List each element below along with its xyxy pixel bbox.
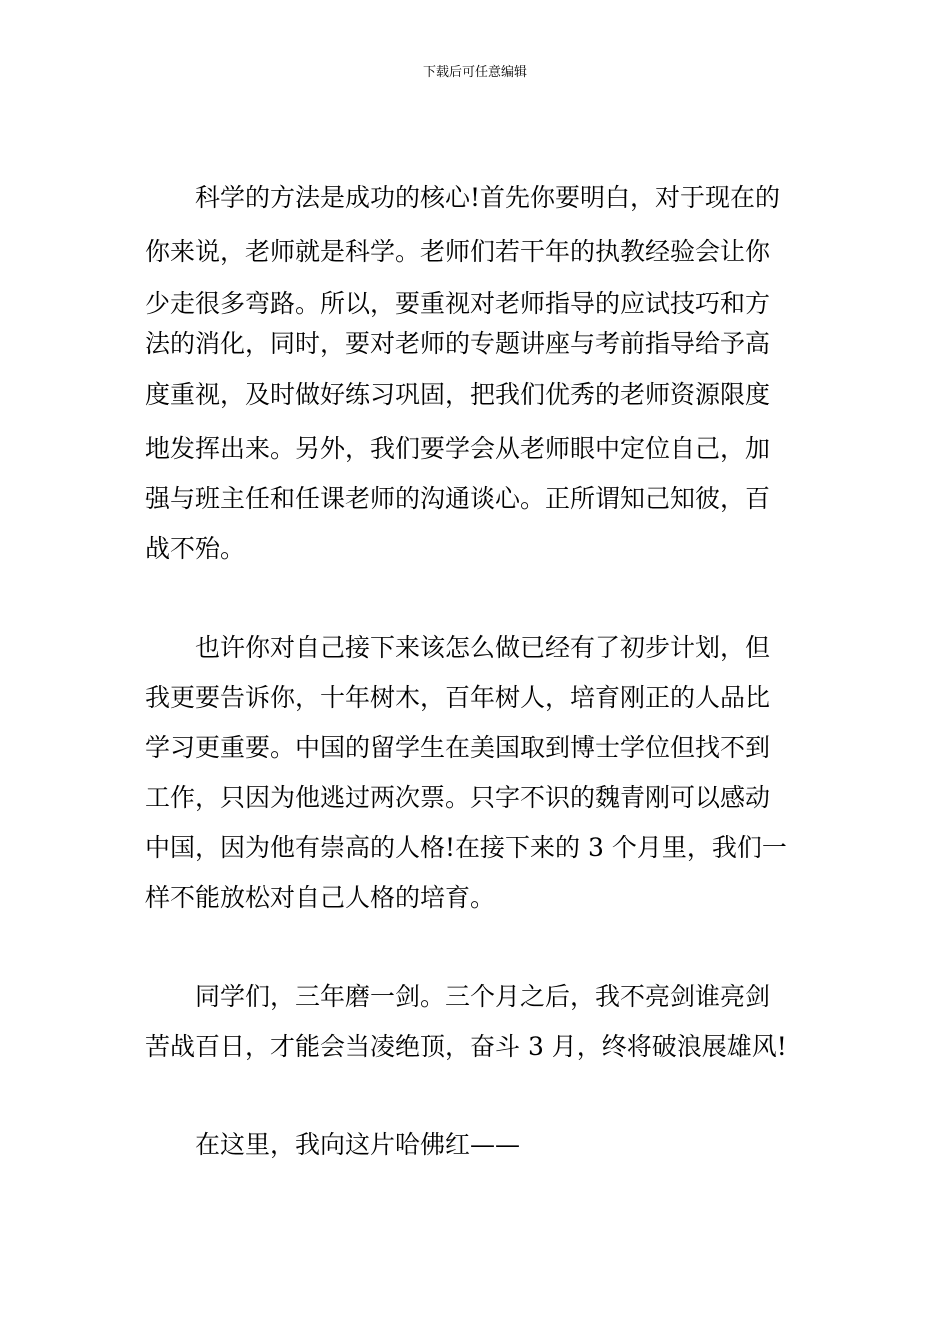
paragraph-line: 少走很多弯路。所以，要重视对老师指导的应试技巧和方 xyxy=(145,289,771,318)
paragraph-line: 地发挥出来。另外，我们要学会从老师眼中定位自己，加 xyxy=(145,434,771,463)
paragraph-line: 同学们，三年磨一剑。三个月之后，我不亮剑谁亮剑 xyxy=(195,982,771,1011)
paragraph-line: 苦战百日，才能会当凌绝顶，奋斗 3 月，终将破浪展雄风! xyxy=(145,1032,787,1061)
paragraph-line: 科学的方法是成功的核心!首先你要明白，对于现在的 xyxy=(195,183,781,212)
paragraph-line: 学习更重要。中国的留学生在美国取到博士学位但找不到 xyxy=(145,733,771,762)
paragraph-line: 工作，只因为他逃过两次票。只字不识的魏青刚可以感动 xyxy=(145,783,771,812)
paragraph-line: 战不殆。 xyxy=(145,534,246,563)
paragraph-line: 中国，因为他有崇高的人格!在接下来的 3 个月里，我们一 xyxy=(145,833,787,862)
paragraph-line: 你来说，老师就是科学。老师们若干年的执教经验会让你 xyxy=(145,237,771,266)
paragraph-line: 在这里，我向这片哈佛红—— xyxy=(195,1130,521,1159)
paragraph-line: 我更要告诉你，十年树木，百年树人，培育刚正的人品比 xyxy=(145,683,771,712)
page-header: 下载后可任意编辑 xyxy=(422,65,527,80)
paragraph-line: 度重视，及时做好练习巩固，把我们优秀的老师资源限度 xyxy=(145,380,771,409)
paragraph-line: 法的消化，同时，要对老师的专题讲座与考前指导给予高 xyxy=(145,329,771,358)
paragraph-line: 也许你对自己接下来该怎么做已经有了初步计划，但 xyxy=(195,633,771,662)
paragraph-line: 样不能放松对自己人格的培育。 xyxy=(145,883,496,912)
paragraph-line: 强与班主任和任课老师的沟通谈心。正所谓知己知彼，百 xyxy=(145,484,771,513)
